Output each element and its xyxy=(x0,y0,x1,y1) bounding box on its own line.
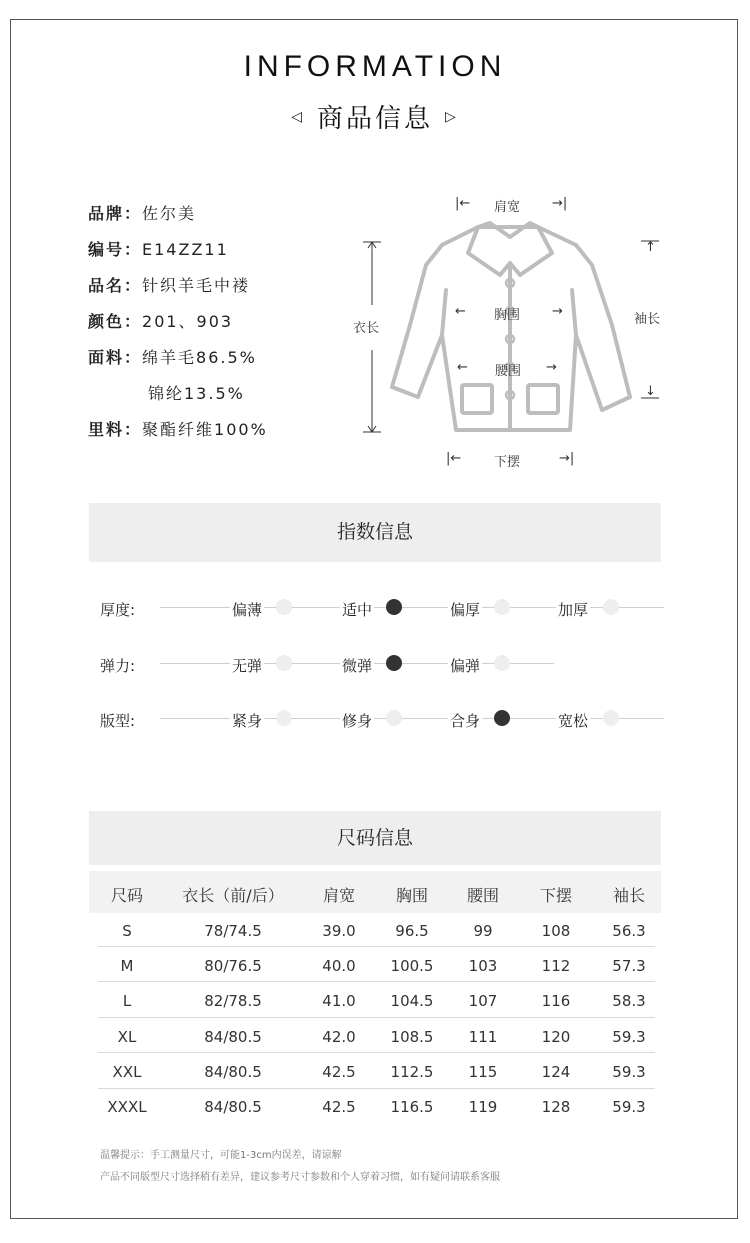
index-dot-selected xyxy=(494,710,510,726)
size-cell: 84/80.5 xyxy=(204,1098,262,1116)
info-label: 面料： xyxy=(88,348,143,367)
info-row-color xyxy=(88,309,233,332)
diagram-guides xyxy=(355,190,675,480)
size-cell: 112 xyxy=(541,957,571,975)
waist-label: 腰围 xyxy=(495,364,522,379)
size-cell: 56.3 xyxy=(612,922,646,940)
info-value: 针织羊毛中褛 xyxy=(142,276,251,295)
size-cell: 107 xyxy=(468,992,498,1010)
size-cell: 111 xyxy=(468,1028,498,1046)
index-option: 微弹 xyxy=(342,657,373,675)
index-dot xyxy=(276,599,292,615)
index-option: 无弹 xyxy=(232,657,263,675)
size-cell: 42.5 xyxy=(322,1098,356,1116)
index-section-title: 指数信息 xyxy=(336,521,413,543)
row-divider xyxy=(98,1017,655,1018)
info-value: E14ZZ11 xyxy=(142,240,229,259)
info-label: 里料： xyxy=(88,420,143,439)
size-col-header: 下摆 xyxy=(539,886,573,905)
left-arrow-icon: ◁ xyxy=(291,109,305,125)
size-cell: 57.3 xyxy=(612,957,646,975)
index-dot xyxy=(386,710,402,726)
info-row-name xyxy=(88,273,250,296)
info-value: 聚酯纤维100% xyxy=(142,420,268,439)
info-value: 锦纶13.5% xyxy=(148,384,245,403)
size-cell: 115 xyxy=(468,1063,498,1081)
size-cell: L xyxy=(122,992,132,1010)
index-dot xyxy=(603,599,619,615)
shoulder-left-arrow-icon: |← xyxy=(455,196,471,211)
info-row-brand xyxy=(88,201,196,224)
hem-right-arrow-icon: →| xyxy=(559,451,575,466)
info-value: 绵羊毛86.5% xyxy=(142,348,257,367)
index-dot xyxy=(276,710,292,726)
size-table-header xyxy=(89,871,661,913)
size-cell: 116.5 xyxy=(390,1098,434,1116)
chest-right-arrow-icon: → xyxy=(552,304,563,319)
index-option: 合身 xyxy=(450,712,481,730)
hem-label: 下摆 xyxy=(494,455,521,470)
size-cell: 100.5 xyxy=(390,957,434,975)
size-cell: 59.3 xyxy=(612,1063,646,1081)
info-label: 颜色： xyxy=(88,312,143,331)
info-label: 品名： xyxy=(88,276,143,295)
info-row-fabric xyxy=(88,345,257,368)
info-row-code xyxy=(88,237,229,260)
sleeve-down-arrow-icon: ↓ xyxy=(645,384,656,399)
size-cell: XXL xyxy=(112,1063,142,1081)
size-col-header: 胸围 xyxy=(395,886,429,905)
size-cell: 39.0 xyxy=(322,922,356,940)
size-cell: 40.0 xyxy=(322,957,356,975)
size-cell: 104.5 xyxy=(390,992,434,1010)
size-cell: 84/80.5 xyxy=(204,1063,262,1081)
size-col-header: 尺码 xyxy=(110,886,144,905)
size-cell: 120 xyxy=(541,1028,571,1046)
size-cell: 103 xyxy=(468,957,498,975)
shoulder-right-arrow-icon: →| xyxy=(552,196,568,211)
size-col-header: 袖长 xyxy=(612,886,646,905)
index-option: 偏弹 xyxy=(450,657,481,675)
index-option: 紧身 xyxy=(232,712,263,730)
sleeve-up-arrow-icon: ↑ xyxy=(645,240,656,255)
index-label-elasticity: 弹力: xyxy=(100,657,136,675)
info-value: 201、903 xyxy=(142,312,234,331)
size-section-header xyxy=(89,811,661,865)
waist-left-arrow-icon: ← xyxy=(457,360,468,375)
size-section-title: 尺码信息 xyxy=(336,827,413,849)
shoulder-label: 肩宽 xyxy=(494,200,521,215)
note-line-1: 温馨提示：手工测量尺寸，可能1-3cm内误差，请谅解 xyxy=(100,1150,342,1161)
length-label: 衣长 xyxy=(353,321,380,336)
size-cell: 119 xyxy=(468,1098,498,1116)
size-cell: XL xyxy=(117,1028,137,1046)
row-divider xyxy=(98,1052,655,1053)
info-row-fabric-2 xyxy=(148,381,245,404)
size-cell: 59.3 xyxy=(612,1098,646,1116)
chest-left-arrow-icon: ← xyxy=(455,304,466,319)
size-cell: 58.3 xyxy=(612,992,646,1010)
size-cell: 42.5 xyxy=(322,1063,356,1081)
size-cell: 108 xyxy=(541,922,571,940)
index-dot-selected xyxy=(386,655,402,671)
index-option: 偏薄 xyxy=(232,601,263,619)
size-col-header: 肩宽 xyxy=(322,886,356,905)
size-cell: 78/74.5 xyxy=(204,922,262,940)
size-cell: XXXL xyxy=(107,1098,147,1116)
size-cell: 116 xyxy=(541,992,571,1010)
title-chinese: 商品信息 xyxy=(316,104,433,134)
info-label: 品牌： xyxy=(88,204,143,223)
index-label-fit: 版型: xyxy=(100,712,136,730)
size-cell: 99 xyxy=(473,922,493,940)
size-cell: M xyxy=(120,957,134,975)
size-cell: 112.5 xyxy=(390,1063,434,1081)
waist-right-arrow-icon: → xyxy=(546,360,557,375)
sleeve-label: 袖长 xyxy=(634,312,661,327)
info-row-lining xyxy=(88,417,268,440)
chest-label: 胸围 xyxy=(494,308,521,323)
size-cell: S xyxy=(122,922,132,940)
right-arrow-icon: ▷ xyxy=(445,109,459,125)
row-divider xyxy=(98,946,655,947)
size-cell: 128 xyxy=(541,1098,571,1116)
index-option: 宽松 xyxy=(558,712,589,730)
note-line-2: 产品不同版型尺寸选择稍有差异，建议参考尺寸参数和个人穿着习惯，如有疑问请联系客服 xyxy=(100,1172,500,1183)
size-cell: 96.5 xyxy=(395,922,429,940)
hem-left-arrow-icon: |← xyxy=(446,451,462,466)
size-cell: 84/80.5 xyxy=(204,1028,262,1046)
size-cell: 41.0 xyxy=(322,992,356,1010)
index-option: 偏厚 xyxy=(450,601,481,619)
size-cell: 59.3 xyxy=(612,1028,646,1046)
index-dot-selected xyxy=(386,599,402,615)
title-chinese-wrap xyxy=(0,98,750,135)
info-label: 编号： xyxy=(88,240,143,259)
title-english: INFORMATION xyxy=(243,50,507,83)
index-dot xyxy=(494,655,510,671)
size-cell: 42.0 xyxy=(322,1028,356,1046)
size-col-header: 腰围 xyxy=(466,886,500,905)
row-divider xyxy=(98,981,655,982)
info-value: 佐尔美 xyxy=(142,204,197,223)
index-option: 适中 xyxy=(342,601,373,619)
index-label-thickness: 厚度: xyxy=(100,601,136,619)
index-option: 加厚 xyxy=(558,601,589,619)
index-dot xyxy=(494,599,510,615)
row-divider xyxy=(98,1088,655,1089)
index-section-header xyxy=(89,503,661,562)
index-option: 修身 xyxy=(342,712,373,730)
size-cell: 82/78.5 xyxy=(204,992,262,1010)
index-dot xyxy=(603,710,619,726)
index-dot xyxy=(276,655,292,671)
size-cell: 80/76.5 xyxy=(204,957,262,975)
size-cell: 108.5 xyxy=(390,1028,434,1046)
size-cell: 124 xyxy=(541,1063,571,1081)
size-col-header: 衣长（前/后） xyxy=(182,886,284,905)
